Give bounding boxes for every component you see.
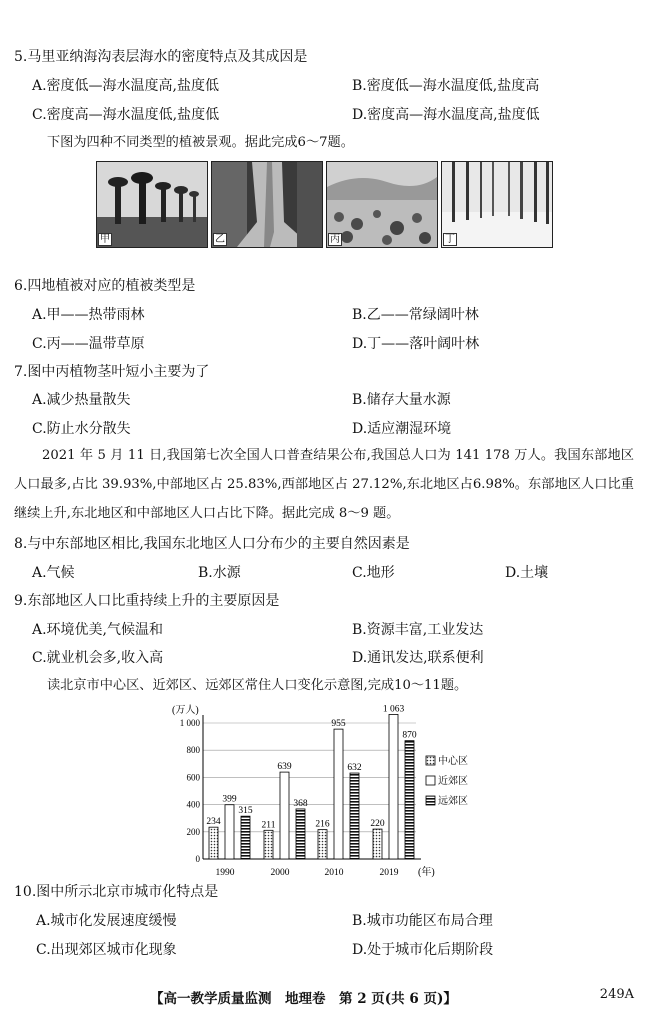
q6-option-c: C.丙——温带草原 (32, 336, 145, 352)
bar-中心区 (264, 830, 273, 859)
question-5-stem: 5.马里亚纳海沟表层海水的密度特点及其成因是 (14, 49, 308, 65)
data-label: 368 (293, 798, 308, 809)
bar-远郊区 (296, 809, 305, 859)
y-tick-label: 200 (186, 826, 200, 837)
legend-swatch (426, 796, 435, 805)
data-label: 211 (261, 820, 276, 831)
q10-option-a: A.城市化发展速度缓慢 (36, 913, 177, 929)
photo-tag-bing: 丙 (330, 234, 340, 245)
y-tick-label: 1 000 (179, 718, 200, 728)
data-label: 216 (315, 819, 330, 830)
question-6-stem: 6.四地植被对应的植被类型是 (14, 278, 196, 294)
q7-option-b: B.储存大量水源 (352, 392, 451, 408)
q9-option-c: C.就业机会多,收入高 (32, 650, 164, 666)
data-label: 234 (206, 817, 221, 828)
q8-option-d: D.土壤 (505, 565, 549, 581)
q6-option-a: A.甲——热带雨林 (32, 307, 145, 323)
bar-近郊区 (280, 772, 289, 859)
legend-label: 远郊区 (438, 796, 468, 807)
q8-option-a: A.气候 (32, 565, 75, 581)
y-tick-label: 0 (195, 854, 200, 864)
question-9-stem: 9.东部地区人口比重持续上升的主要原因是 (14, 593, 280, 609)
photo-tag-jia: 甲 (100, 234, 110, 245)
photo-tag-yi: 乙 (215, 234, 225, 245)
data-label: 870 (402, 730, 417, 741)
q10-option-b: B.城市功能区布局合理 (352, 913, 493, 929)
x-tick-label: 2000 (270, 868, 290, 878)
legend-label: 近郊区 (438, 776, 468, 787)
bar-中心区 (209, 827, 218, 859)
question-8-stem: 8.与中东部地区相比,我国东北地区人口分布少的主要自然因素是 (14, 536, 410, 552)
legend-swatch (426, 756, 435, 765)
data-label: 639 (277, 762, 292, 773)
q9-option-b: B.资源丰富,工业发达 (352, 622, 484, 638)
y-tick-label: 600 (186, 772, 200, 783)
q5-option-c: C.密度高—海水温度低,盐度低 (32, 107, 220, 123)
intro-6-7: 下图为四种不同类型的植被景观。据此完成6～7题。 (47, 135, 354, 150)
data-label: 399 (222, 794, 237, 805)
bar-中心区 (318, 830, 327, 859)
q5-option-d: D.密度高—海水温度高,盐度低 (352, 107, 540, 123)
y-axis-label: (万人) (172, 705, 199, 716)
bar-近郊区 (389, 714, 398, 859)
bar-近郊区 (225, 805, 234, 859)
question-7-stem: 7.图中丙植物茎叶短小主要为了 (14, 364, 210, 380)
bar-近郊区 (334, 729, 343, 859)
photo-tag-ding: 丁 (445, 234, 455, 245)
q9-option-a: A.环境优美,气候温和 (32, 622, 164, 638)
exam-code: 249A (599, 987, 634, 1002)
bar-远郊区 (350, 773, 359, 859)
data-label: 632 (347, 763, 362, 774)
chart-svg (168, 702, 488, 882)
legend-label: 中心区 (438, 756, 468, 767)
data-label: 220 (370, 819, 385, 830)
x-tick-label: 2010 (324, 868, 344, 878)
q8-option-b: B.水源 (198, 565, 241, 581)
q7-option-a: A.减少热量散失 (32, 392, 131, 408)
q6-option-d: D.丁——落叶阔叶林 (352, 336, 480, 352)
page-footer: 【高一教学质量监测 地理卷 第 2 页(共 6 页)】 (150, 991, 457, 1007)
q10-option-c: C.出现郊区城市化现象 (36, 942, 177, 958)
q7-option-c: C.防止水分散失 (32, 421, 131, 437)
q8-option-c: C.地形 (352, 565, 395, 581)
q5-option-a: A.密度低—海水温度高,盐度低 (32, 78, 220, 94)
x-axis-label: (年) (418, 867, 435, 878)
bar-远郊区 (405, 741, 414, 859)
data-label: 955 (331, 719, 346, 730)
vegetation-photos (96, 161, 553, 246)
photo-winter-forest (441, 161, 553, 248)
bar-远郊区 (241, 816, 250, 859)
legend-swatch (426, 776, 435, 785)
population-bar-chart (168, 702, 488, 882)
photo-rainforest-tree (211, 161, 323, 248)
q9-option-d: D.通讯发达,联系便利 (352, 650, 484, 666)
data-label: 1 063 (382, 704, 405, 715)
x-tick-label: 1990 (215, 868, 235, 878)
data-label: 315 (238, 806, 253, 817)
q10-option-d: D.处于城市化后期阶段 (352, 942, 494, 958)
y-tick-label: 800 (186, 745, 200, 756)
x-tick-label: 2019 (379, 868, 399, 878)
bar-中心区 (373, 829, 382, 859)
q6-option-b: B.乙——常绿阔叶林 (352, 307, 479, 323)
y-tick-label: 400 (186, 799, 200, 810)
intro-10-11: 读北京市中心区、近郊区、远郊区常住人口变化示意图,完成10～11题。 (47, 678, 468, 693)
photo-baobab-savanna (96, 161, 208, 248)
photo-desert-shrubs (326, 161, 438, 248)
passage-8-9 (14, 441, 634, 528)
q7-option-d: D.适应潮湿环境 (352, 421, 452, 437)
q5-option-b: B.密度低—海水温度低,盐度高 (352, 78, 540, 94)
passage-8-9-text: 2021 年 5 月 11 日,我国第七次全国人口普查结果公布,我国总人口为 141 178 万人。我国东部地区人口最多,占比 39.93%,中部地区占 25.83%,西部地区占 27.12%,东北地区占6.98%。东部地区人口比重继续上升,东北地区和中部地区人口占比下降。据此完成 8～9 题。 (14, 448, 634, 521)
question-10-stem: 10.图中所示北京市城市化特点是 (14, 884, 219, 900)
